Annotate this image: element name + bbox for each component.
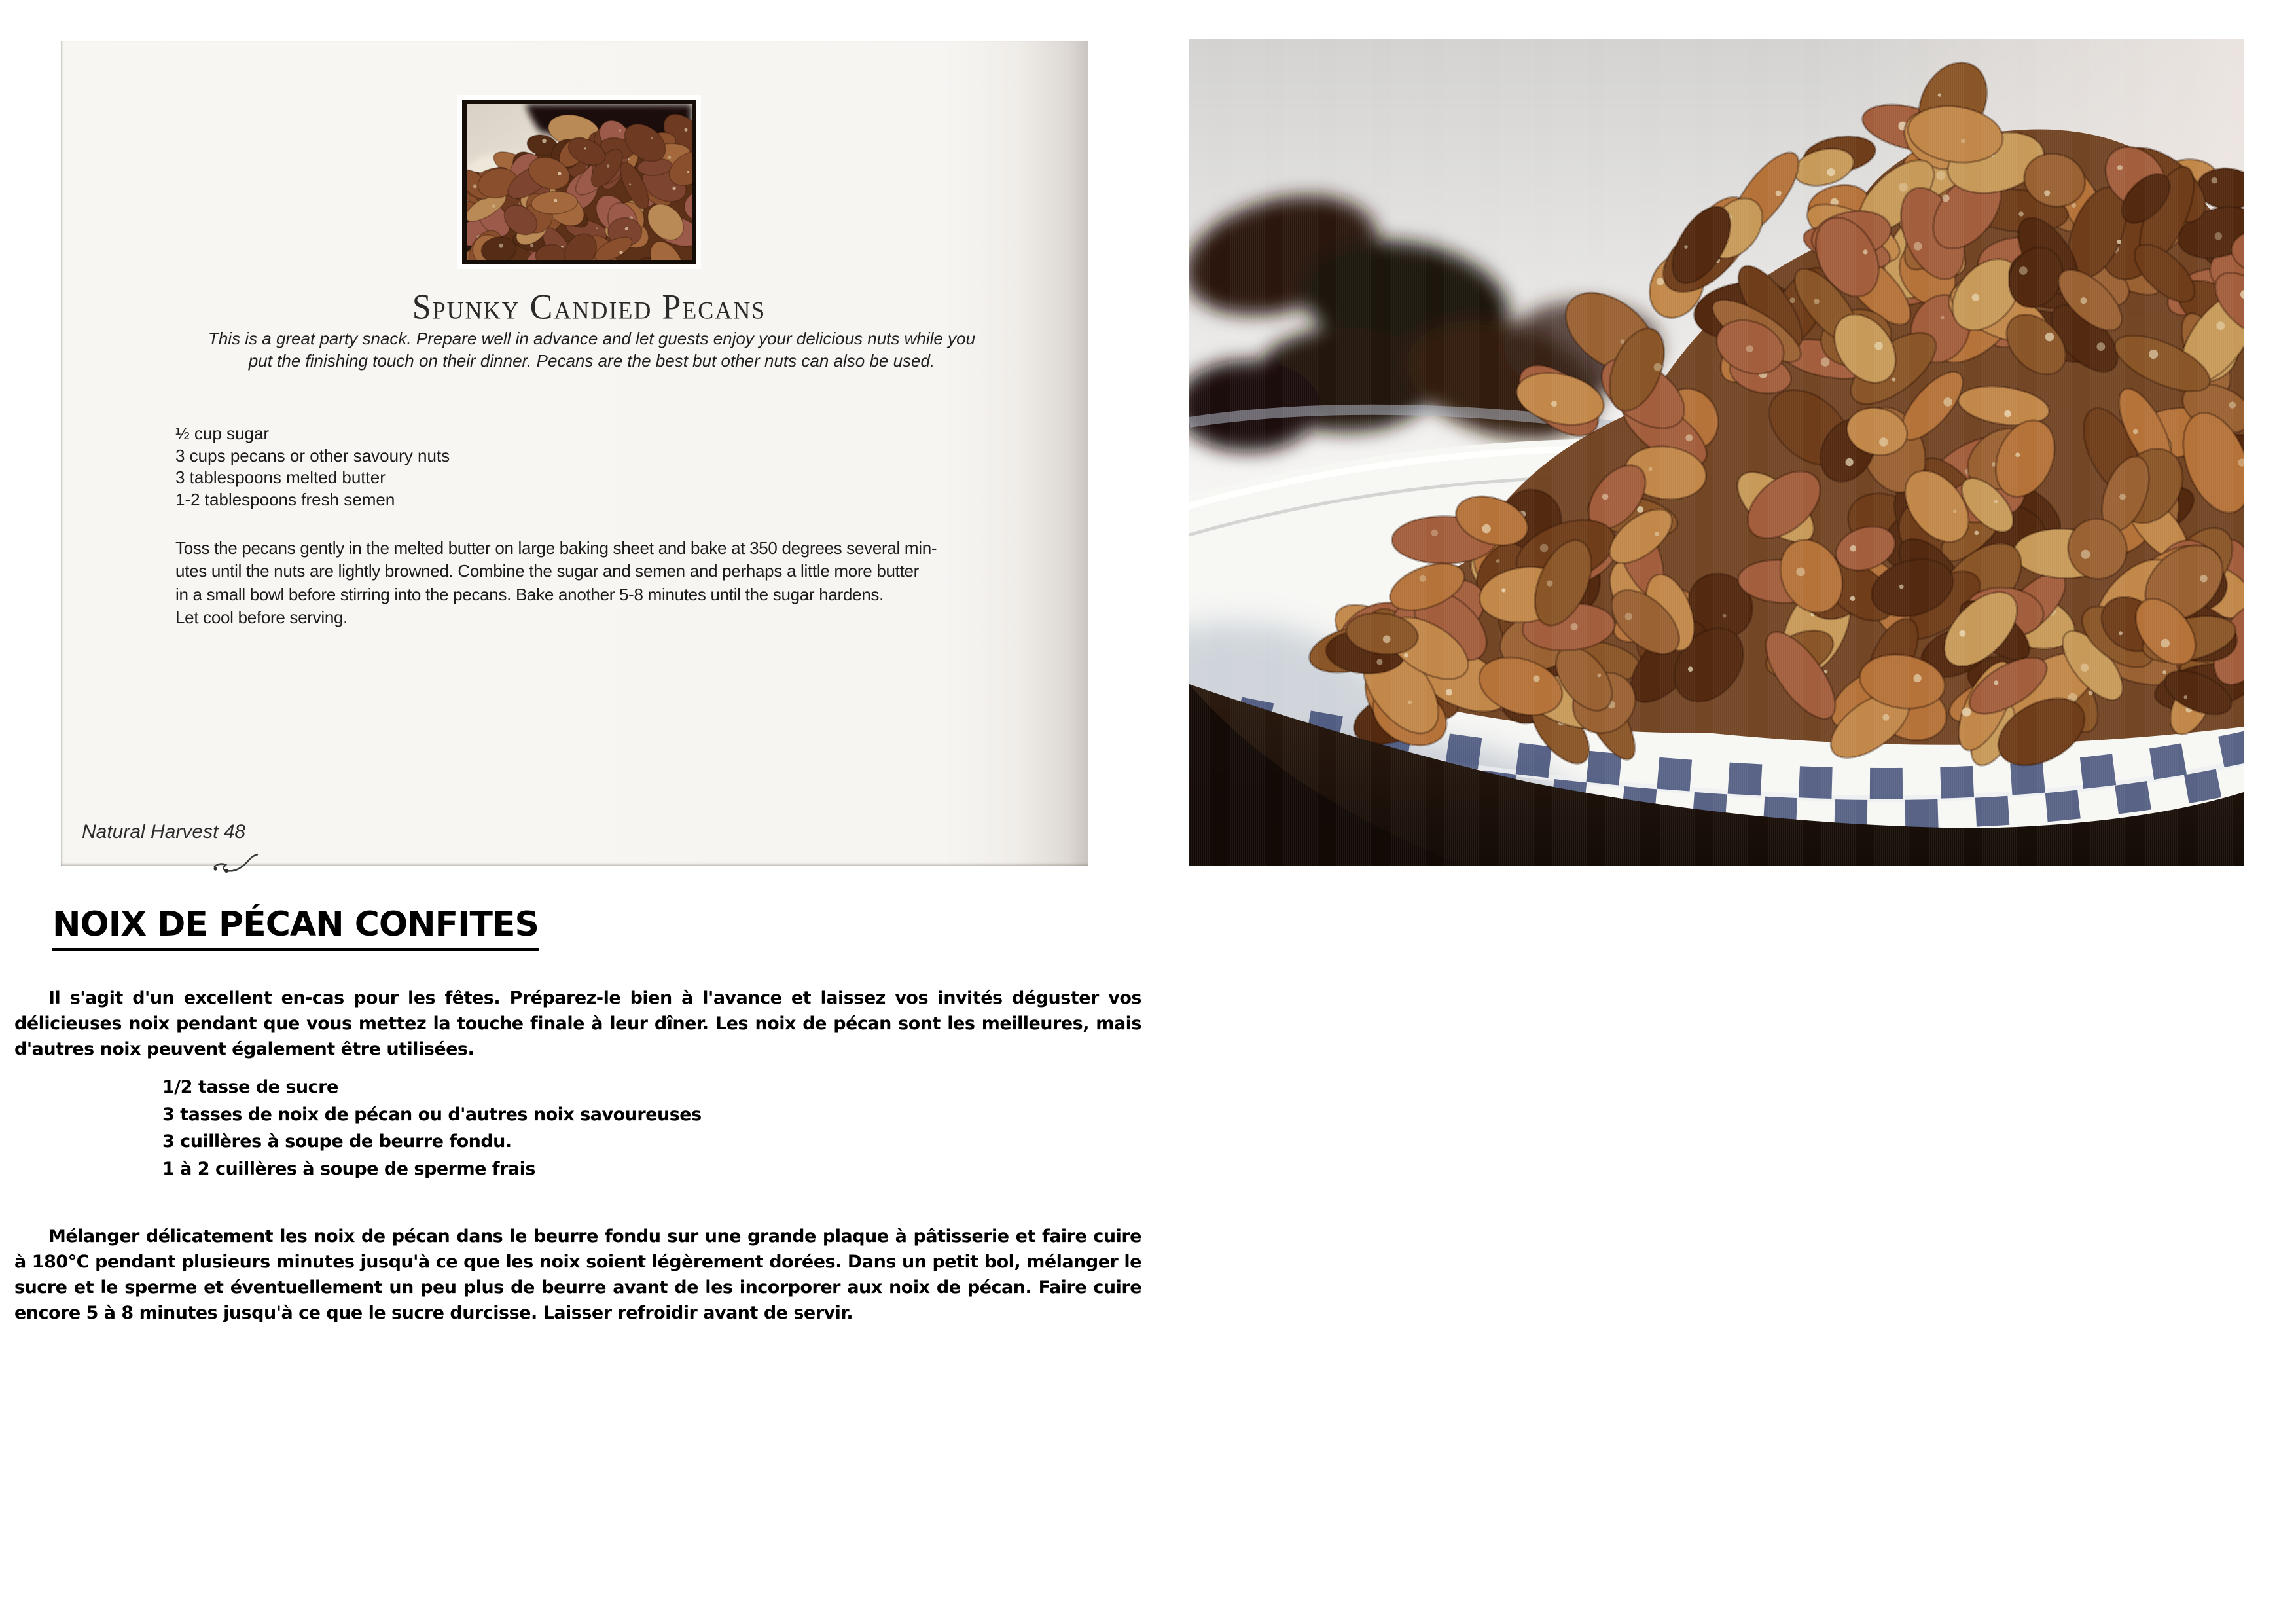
- recipe-intro-line: This is a great party snack. Prepare well in advance and let guests enjoy your delicious nuts while you: [207, 329, 976, 348]
- ingredient-item: 1 à 2 cuillères à soupe de sperme frais: [162, 1158, 535, 1179]
- ingredient-item: 3 cups pecans or other savoury nuts: [175, 445, 450, 465]
- ink-squiggle-mark: [210, 847, 262, 875]
- instruction-line: Toss the pecans gently in the melted butter on large baking sheet and bake at 350 degrees several min-: [175, 538, 937, 558]
- translation-intro: Il s'agit d'un excellent en-cas pour les fêtes. Préparez-le bien à l'avance et laissez vos invités déguster vos délicieuses noix pendant que vous mettez la touche finale à leur dîner. Les noix de pécan sont les meilleures, mais d'autres noix peuvent également être utilisées.: [14, 988, 1141, 1059]
- instruction-line: in a small bowl before stirring into the pecans. Bake another 5-8 minutes until the sugar hardens.: [175, 584, 884, 604]
- recipe-ingredient-list: [175, 423, 450, 511]
- recipe-title: Spunky Candied Pecans: [412, 287, 766, 327]
- ingredient-item: ½ cup sugar: [175, 424, 270, 443]
- instruction-line: utes until the nuts are lightly browned. Combine the sugar and semen and perhaps a little more butter: [175, 561, 920, 581]
- pecans-photo-image: [1189, 39, 2244, 866]
- translation-title: NOIX DE PÉCAN CONFITES: [52, 905, 539, 951]
- ingredient-item: 3 tasses de noix de pécan ou d'autres noix savoureuses: [162, 1104, 702, 1125]
- recipe-intro-line: put the finishing touch on their dinner. Pecans are the best but other nuts can also be used.: [248, 351, 935, 371]
- candied-pecans-plate-photo: [1189, 39, 2244, 866]
- recipe-thumbnail-photo: [462, 100, 696, 264]
- translation-instructions: Mélanger délicatement les noix de pécan dans le beurre fondu sur une grande plaque à pâtisserie et faire cuire à 180°C pendant plusieurs minutes jusqu'à ce que les noix soient légèrement dorées. Dans un petit bol, mélanger le sucre et le sperme et éventuellement un peu plus de beurre avant de les incorporer aux noix de pécan. Faire cuire encore 5 à 8 minutes jusqu'à ce que le sucre durcisse. Laisser refroidir avant de servir.: [14, 1226, 1141, 1323]
- ingredient-item: 3 cuillères à soupe de beurre fondu.: [162, 1131, 512, 1152]
- instruction-line: Let cool before serving.: [175, 607, 348, 627]
- ingredient-item: 1-2 tablespoons fresh semen: [175, 489, 395, 509]
- translation-ingredient-list: [162, 1074, 702, 1182]
- pecan-closeup-image: [467, 104, 692, 260]
- recipe-intro: [61, 327, 1088, 372]
- ingredient-item: 1/2 tasse de sucre: [162, 1077, 338, 1097]
- scanned-recipe-page: [61, 41, 1088, 866]
- book-page-footer: Natural Harvest 48: [82, 821, 246, 843]
- ingredient-item: 3 tablespoons melted butter: [175, 467, 386, 487]
- recipe-instructions: [175, 537, 937, 629]
